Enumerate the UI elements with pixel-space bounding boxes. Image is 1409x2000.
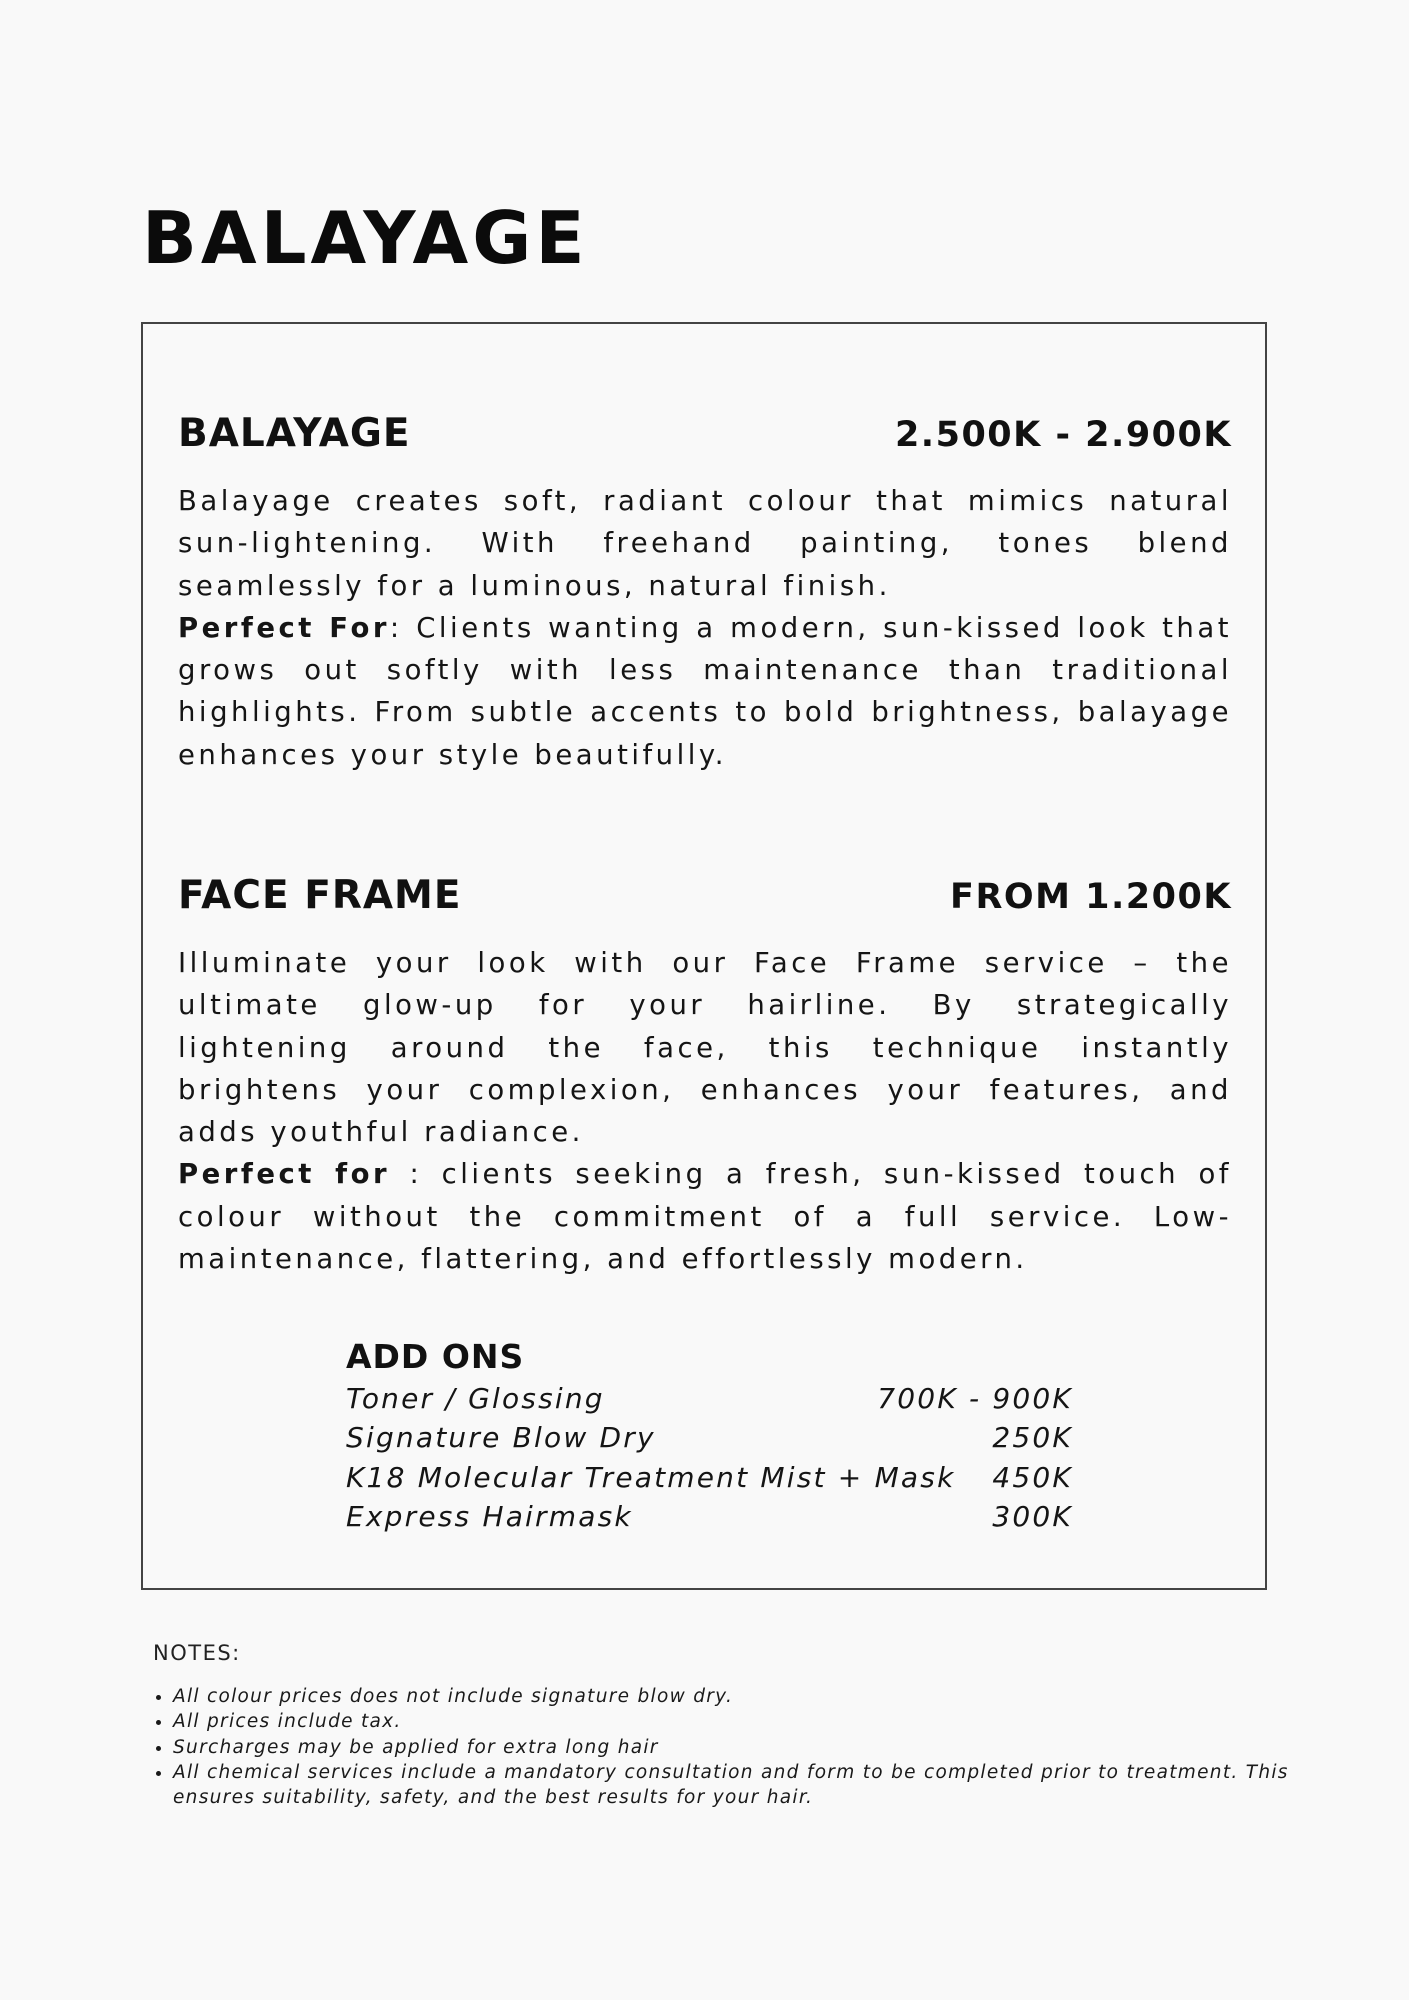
service-description-text: Balayage creates soft, radiant colour that mimics natural sun-lightening. With freehand painting, tones blend seamlessly for a luminous, natural finish. [178,485,1232,602]
page-title: BALAYAGE [142,196,589,280]
perfect-for-text: : Clients wanting a modern, sun-kissed look that grows out softly with less maintenance than traditional highlights. From subtle accents to bold brightness, balayage enhances your style beautifully. [178,611,1232,771]
addon-name: Express Hairmask [346,1499,633,1533]
addon-price: 450K [992,1460,1073,1494]
service-header-face-frame [178,873,1232,920]
service-description-balayage [178,480,1232,776]
note-item: • All prices include tax. [173,1709,1313,1734]
notes-list [153,1684,1313,1810]
perfect-for-text: : clients seeking a fresh, sun-kissed touch of colour without the commitment of a full service. Low-maintenance, flattering, and effortlessly modern. [178,1158,1232,1276]
service-perfect-for [178,1153,1232,1280]
addon-price: 250K [992,1421,1073,1455]
note-item: • Surcharges may be applied for extra long hair [173,1735,1313,1760]
addon-price: 300K [992,1499,1073,1533]
service-price: 2.500K - 2.900K [894,415,1232,455]
addons-section [346,1337,1073,1536]
service-description-face-frame [178,942,1232,1280]
note-item: • All colour prices does not include signature blow dry. [173,1684,1313,1709]
addons-title: ADD ONS [346,1337,525,1376]
addon-name: Signature Blow Dry [346,1421,656,1455]
service-header-balayage [178,411,1232,458]
addon-row [346,1497,1073,1536]
perfect-for-label: Perfect For [178,611,390,644]
perfect-for-label: Perfect for [178,1158,391,1191]
addon-price: 700K - 900K [877,1382,1073,1415]
service-perfect-for [178,607,1232,776]
addon-row [346,1418,1073,1457]
service-name: FACE FRAME [178,873,462,918]
addon-row [346,1379,1073,1418]
service-menu-box [141,322,1267,1590]
note-item: • All chemical services include a mandatory consultation and form to be completed prior to treatment. This ensures suitability, safety, and the best results for your hair. [173,1760,1313,1811]
notes-label: NOTES: [153,1641,241,1665]
addon-name: Toner / Glossing [346,1382,605,1415]
service-price: FROM 1.200K [950,877,1232,917]
service-name: BALAYAGE [178,411,411,456]
addon-row [346,1458,1073,1497]
addon-name: K18 Molecular Treatment Mist + Mask [346,1460,956,1494]
service-description-text: Illuminate your look with our Face Frame service – the ultimate glow-up for your hairline. By strategically lightening around the face, this technique instantly brightens your complexion, enhances your features, and adds youthful radiance. [178,947,1232,1149]
